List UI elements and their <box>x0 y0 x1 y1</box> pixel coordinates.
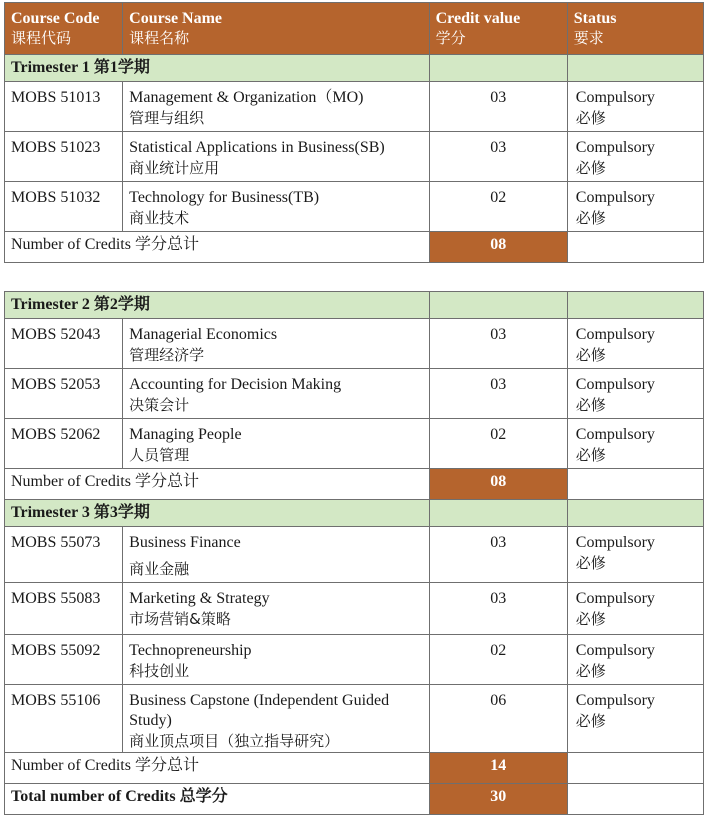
course-row <box>5 419 704 469</box>
trimester-1-heading <box>5 55 704 82</box>
course-code: MOBS 51013 <box>5 82 123 132</box>
credits-subtotal-label: Number of Credits 学分总计 <box>5 753 430 784</box>
course-status: Compulsory 必修 <box>567 369 703 419</box>
credits-subtotal-row <box>5 232 704 263</box>
course-code: MOBS 55083 <box>5 583 123 635</box>
course-row <box>5 82 704 132</box>
course-credit: 03 <box>429 369 567 419</box>
course-code: MOBS 55106 <box>5 685 123 753</box>
course-table-1 <box>4 2 704 263</box>
credits-total-label: Total number of Credits 总学分 <box>5 784 430 815</box>
credits-subtotal-value: 14 <box>429 753 567 784</box>
course-name: Technology for Business(TB) 商业技术 <box>123 182 429 232</box>
header-course-name: Course Name 课程名称 <box>123 3 429 55</box>
course-credit: 03 <box>429 82 567 132</box>
credits-total-row <box>5 784 704 815</box>
course-code: MOBS 55092 <box>5 635 123 685</box>
course-status: Compulsory 必修 <box>567 685 703 753</box>
course-row <box>5 583 704 635</box>
course-row <box>5 319 704 369</box>
trimester-2-heading <box>5 292 704 319</box>
course-code: MOBS 55073 <box>5 527 123 583</box>
credits-subtotal-row <box>5 753 704 784</box>
course-code: MOBS 52053 <box>5 369 123 419</box>
course-status: Compulsory 必修 <box>567 319 703 369</box>
credits-subtotal-row <box>5 469 704 500</box>
course-row <box>5 685 704 753</box>
course-code: MOBS 52043 <box>5 319 123 369</box>
course-name: Managerial Economics 管理经济学 <box>123 319 429 369</box>
course-table-2 <box>4 291 704 815</box>
table-header <box>5 3 704 55</box>
trimester-3-title: Trimester 3 第3学期 <box>5 500 430 527</box>
course-code: MOBS 51032 <box>5 182 123 232</box>
course-credit: 02 <box>429 635 567 685</box>
trimester-2-title: Trimester 2 第2学期 <box>5 292 430 319</box>
course-credit: 03 <box>429 319 567 369</box>
course-status: Compulsory 必修 <box>567 527 703 583</box>
course-code: MOBS 52062 <box>5 419 123 469</box>
header-status: Status 要求 <box>567 3 703 55</box>
credits-subtotal-label: Number of Credits 学分总计 <box>5 469 430 500</box>
course-status: Compulsory 必修 <box>567 635 703 685</box>
credits-subtotal-label: Number of Credits 学分总计 <box>5 232 430 263</box>
course-credit: 03 <box>429 527 567 583</box>
course-code: MOBS 51023 <box>5 132 123 182</box>
course-row <box>5 527 704 583</box>
course-name: Technopreneurship 科技创业 <box>123 635 429 685</box>
course-row <box>5 635 704 685</box>
course-name: Business Finance 商业金融 <box>123 527 429 583</box>
course-status: Compulsory 必修 <box>567 182 703 232</box>
course-row <box>5 182 704 232</box>
course-credit: 03 <box>429 583 567 635</box>
trimester-1-title: Trimester 1 第1学期 <box>5 55 430 82</box>
credits-total-value: 30 <box>429 784 567 815</box>
course-name: Statistical Applications in Business(SB) 商业统计应用 <box>123 132 429 182</box>
course-row <box>5 369 704 419</box>
header-course-code: Course Code 课程代码 <box>5 3 123 55</box>
course-status: Compulsory 必修 <box>567 132 703 182</box>
credits-subtotal-value: 08 <box>429 232 567 263</box>
credits-subtotal-value: 08 <box>429 469 567 500</box>
course-name: Accounting for Decision Making 决策会计 <box>123 369 429 419</box>
course-status: Compulsory 必修 <box>567 82 703 132</box>
course-credit: 02 <box>429 419 567 469</box>
header-credit-value: Credit value 学分 <box>429 3 567 55</box>
course-credit: 02 <box>429 182 567 232</box>
course-name: Marketing & Strategy 市场营销&策略 <box>123 583 429 635</box>
course-row <box>5 132 704 182</box>
course-credit: 03 <box>429 132 567 182</box>
course-name: Business Capstone (Independent Guided Study) 商业顶点项目（独立指导研究） <box>123 685 429 753</box>
course-status: Compulsory 必修 <box>567 583 703 635</box>
course-credit: 06 <box>429 685 567 753</box>
trimester-3-heading <box>5 500 704 527</box>
course-status: Compulsory 必修 <box>567 419 703 469</box>
course-name: Management & Organization（MO) 管理与组织 <box>123 82 429 132</box>
course-name: Managing People 人员管理 <box>123 419 429 469</box>
